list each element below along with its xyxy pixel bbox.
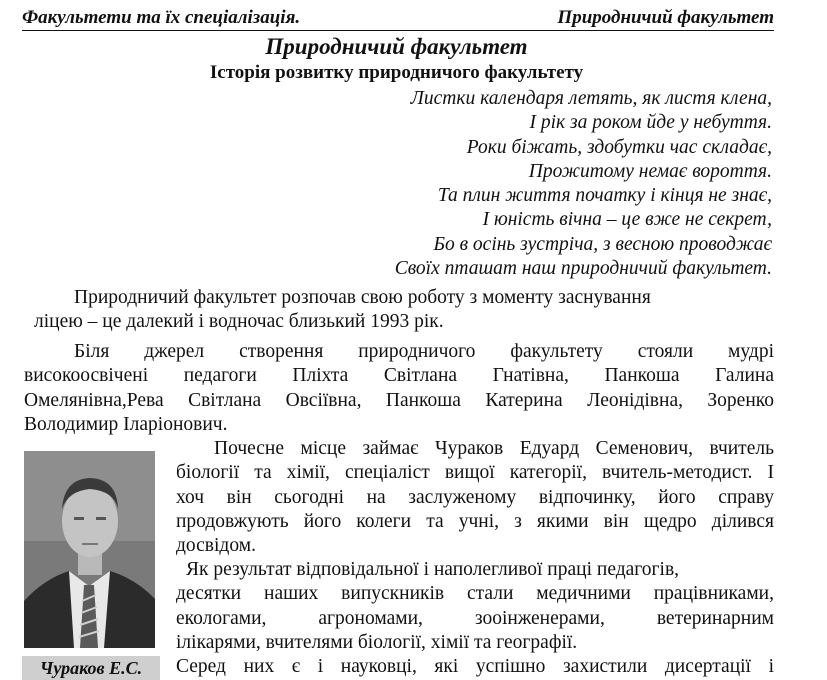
text-line: Природничий факультет розпочав свою роботу з моменту заснування [74,287,651,308]
paragraph-graduates [176,558,774,655]
running-header [22,6,774,31]
page-title: Природничий факультет [265,34,528,59]
poem-line: Прожитому немає вороття. [528,160,772,182]
text-line: хоч він сьогодні на заслуженому відпочинку, його справу [176,486,774,508]
text-line: ліцею – це далекий і водночас близький 1993 рік. [34,311,444,333]
text-line: Як результат відповідальної і наполегливої праці педагогів, [186,559,680,580]
text-line: десятки наших випускників стали медичними працівниками, [176,583,774,605]
poem-line: Роки біжать, здобутки час складає, [466,136,772,158]
text-line: продовжують його колеги та учні, з якими він щедро ділився [176,510,774,532]
text-line: Серед них є і науковці, які успішно захистили дисертації і [176,656,774,677]
text-line: досвідом. [176,535,256,557]
poem [212,87,772,281]
poem-line: І рік за роком йде у небуття. [529,112,772,134]
poem-line: Та плин життя початку і кінця не знає, [437,185,772,207]
poem-line: І юність вічна – це вже не секрет, [482,209,772,231]
poem-line: Своїх пташат наш природничий факультет. [394,258,772,280]
photo-caption: Чураков Е.С. [22,656,160,680]
paragraph-founding [24,286,774,335]
page-subtitle: Історія розвитку природничого факультету [209,62,584,83]
text-line: Омелянівна,Рева Світлана Овсіївна, Панкоша Катерина Леонідівна, Зоренко [24,389,774,411]
text-line: ілікарями, вчителями біології, хімії та географії. [176,631,578,653]
text-line: біології та хімії, спеціаліст вищої категорії, вчитель-методист. І [176,462,774,484]
poem-line: Листки календаря летять, як листя клена, [410,88,772,109]
text-line: Почесне місце займає Чураков Едуард Семенович, вчитель [214,438,774,459]
header-section-title: Факультети та їх спеціалізація. [22,7,301,28]
header-faculty-name: Природничий факультет [557,7,774,28]
text-line: Володимир Іларіонович. [24,413,228,435]
paragraph-scientists [176,655,774,679]
text-line: високоосвічені педагоги Пліхта Світлана Гнатівна, Панкоша Галина [24,365,774,387]
paragraph-churakov [176,437,774,558]
portrait-icon [24,451,155,648]
text-line: Біля джерел створення природничого факультету стояли мудрі [74,341,774,362]
paragraph-founders [24,340,774,437]
poem-line: Бо в осінь зустріча, з весною проводжає [433,233,772,255]
portrait-photo [24,451,155,648]
text-line: екологами, агрономами, зооінженерами, ветеринарним [176,607,774,629]
